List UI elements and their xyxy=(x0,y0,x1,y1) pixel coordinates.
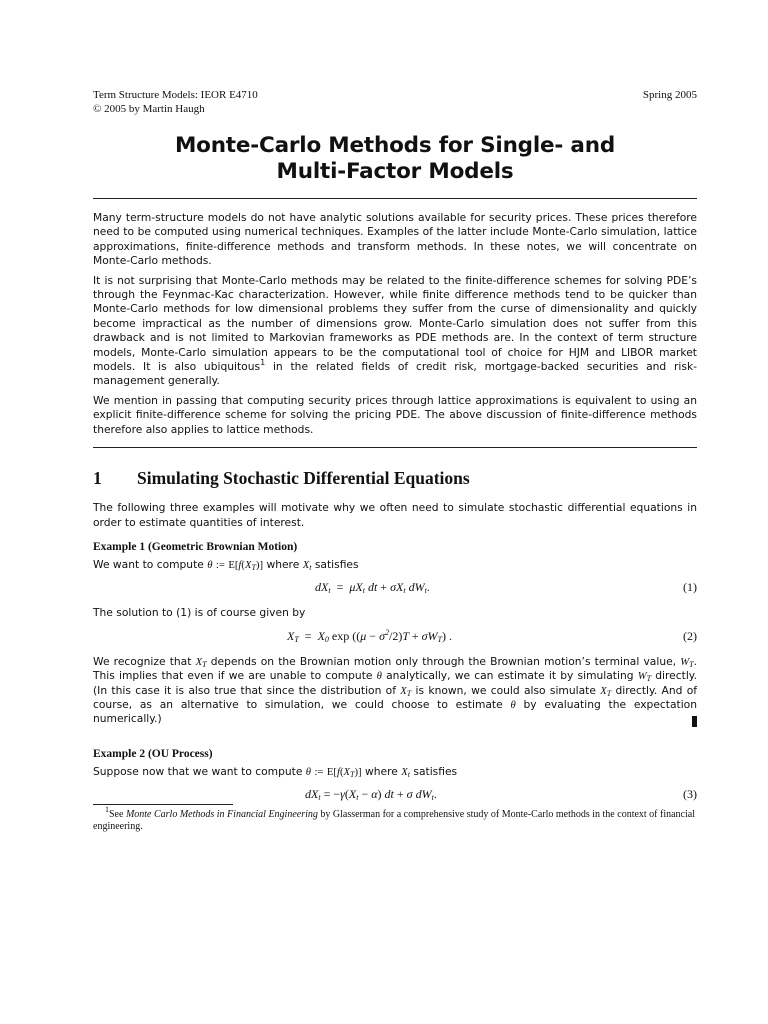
text: where xyxy=(263,557,303,571)
equation-1: $dX_t = \mu X_t$ dt + $\sigma X_t$ $dW_t$. (1) xyxy=(315,580,697,596)
bottom-rule xyxy=(93,447,697,448)
text: . This implies that even if we are unable to compute xyxy=(93,654,697,683)
footnote xyxy=(93,805,697,833)
footnote-number: 1 xyxy=(105,805,109,815)
page-header xyxy=(93,88,697,116)
equation-3-number: (3) xyxy=(683,787,697,802)
qed-box xyxy=(692,716,697,727)
text: See xyxy=(109,809,126,821)
top-rule xyxy=(93,198,697,199)
paper-title xyxy=(93,133,697,185)
term-label: Spring 2005 xyxy=(642,89,697,101)
example-1-discussion: We recognize that $X_T$ depends on the Brownian motion only through the Brownian motion’s terminal value, $W_T$. This implies that even if we are unable to compute θ analytically, we can estimate it by simulating $W_T$ directly. (In this case it is also true that since the distribution of $X_T$ is known, we could also simulate $X_T$ directly. And of course, as an alternative to simulation, we could choose to estimate θ by evaluating the expectation numerically.) xyxy=(93,654,697,726)
text: by evaluating the expectation numerically.) xyxy=(93,697,697,726)
text: analytically, we can estimate it by simulating xyxy=(381,669,638,683)
abstract xyxy=(93,211,697,437)
course-label: Term Structure Models: IEOR E4710 xyxy=(93,89,258,101)
abstract-paragraph-1: Many term-structure models do not have analytic solutions available for security prices. These prices therefore need to be computed using numerical techniques. Examples of the latter include Monte-Carlo simulation, lattice approximations, finite-difference methods and transform methods. In these notes, we will concentrate on Monte-Carlo methods. xyxy=(93,211,697,268)
equation-2-number: (2) xyxy=(683,628,697,643)
text: where xyxy=(361,764,402,778)
text: We want to compute xyxy=(93,557,208,571)
copyright-label: © 2005 by Martin Haugh xyxy=(93,103,205,115)
example-1-statement: We want to compute θ := $E[f(X_T)]$ where $X_t$ satisfies xyxy=(93,557,359,572)
title-line-2: Multi-Factor Models xyxy=(276,159,514,184)
abstract-paragraph-3: We mention in passing that computing security prices through lattice approximations is equivalent to using an explicit finite-difference scheme for solving the pricing PDE. The above discussion of finite-difference methods therefore also applies to lattice methods. xyxy=(93,393,697,436)
footnote-mark[interactable]: 1 xyxy=(260,358,266,368)
text: directly. (In this case it is also true that since the distribution of xyxy=(93,669,697,697)
qed-row xyxy=(93,727,697,729)
section-heading xyxy=(93,468,697,488)
footnote-book-title: Monte Carlo Methods in Financial Engineering xyxy=(125,809,318,821)
text: satisfies xyxy=(410,764,458,778)
text: depends on the Brownian motion only through the Brownian motion’s terminal value, xyxy=(206,654,681,668)
text: directly. And of course, as an alternative to simulation, we could choose to estimate xyxy=(93,683,697,711)
text: Suppose now that we want to compute xyxy=(93,764,306,778)
text: is known, we could also simulate xyxy=(411,683,601,697)
text: satisfies xyxy=(311,557,359,571)
text: We recognize that xyxy=(93,654,196,668)
section-intro: The following three examples will motivate why we often need to simulate stochastic differential equations in order to estimate quantities of interest. xyxy=(93,501,697,529)
equation-1-number: (1) xyxy=(683,580,697,595)
page xyxy=(93,88,697,833)
abstract-p2-text-b: in the related fields of credit risk, mortgage-backed securities and risk-management generally. xyxy=(93,360,697,388)
example-2-heading: Example 2 (OU Process) xyxy=(93,747,213,760)
section-number: 1 xyxy=(93,468,102,489)
example-1-solution-intro: The solution to (1) is of course given by xyxy=(93,606,306,620)
text: by Glasserman for a comprehensive study of Monte-Carlo methods in the context of financial engineering. xyxy=(93,809,695,833)
equation-2: $X_T = X_0$ $\exp ((\mu - \sigma^2/2)T + \sigma W_T)$ . (2) xyxy=(287,627,697,644)
title-line-1: Monte-Carlo Methods for Single- and xyxy=(174,133,616,158)
abstract-paragraph-2 xyxy=(93,274,697,389)
section-title: Simulating Stochastic Differential Equations xyxy=(137,468,470,489)
example-1-heading: Example 1 (Geometric Brownian Motion) xyxy=(93,540,298,553)
equation-3: $dX_t = -\gamma(X_t - \alpha)$ dt + σ $dW_t$. (3) xyxy=(305,787,697,803)
abstract-p2-text-a: It is not surprising that Monte-Carlo methods may be related to the finite-difference schemes for solving PDE’s through the Feynmac-Kac characterization. However, while finite difference methods tend to be quicker than Monte-Carlo methods for low dimensional problems they suffer from the curse of dimensionality and quickly become impractical as the number of dimensions grow. Monte-Carlo simulation does not suffer from this drawback and is not limited to Markovian frameworks as PDE methods are. In the context of term structure models, Monte-Carlo simulation appears to be the computational tool of choice for HJM and LIBOR market models. It is also ubiquitous xyxy=(93,273,697,374)
example-2-statement: Suppose now that we want to compute θ := $E[f(X_T)]$ where $X_t$ satisfies xyxy=(93,764,458,779)
